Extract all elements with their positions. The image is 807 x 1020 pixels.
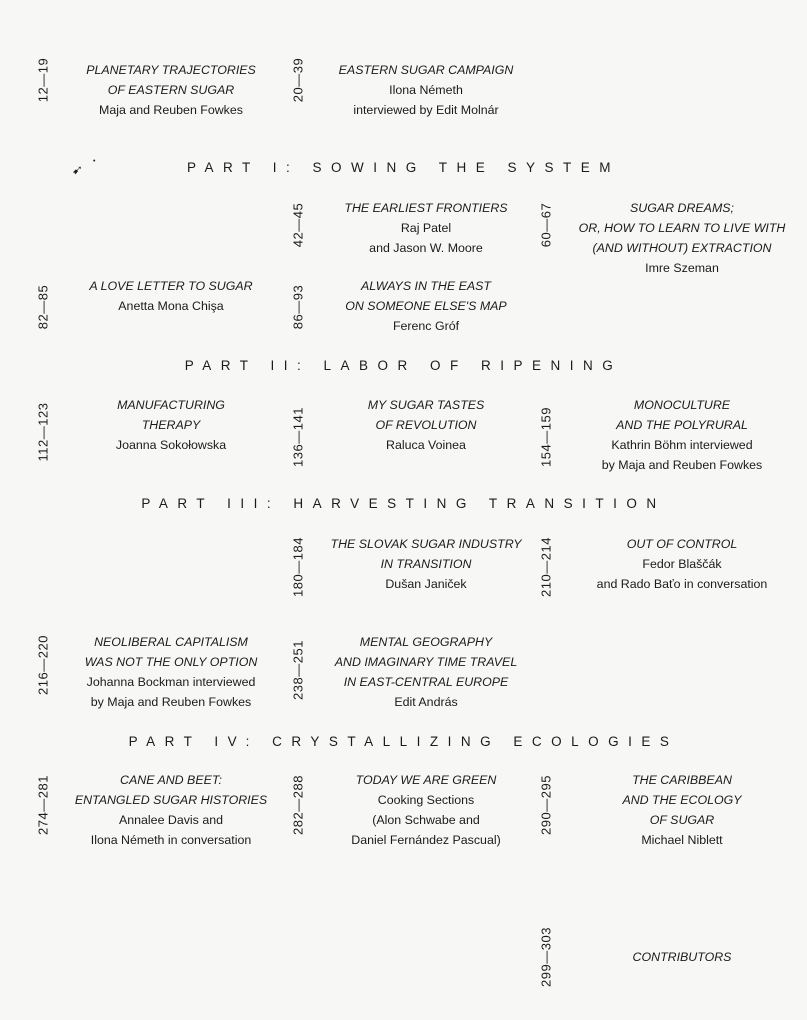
page-range: 20—39 — [290, 57, 306, 103]
entry-title-line: THE CARIBBEAN — [632, 773, 732, 787]
entry-author-line: and Rado Baťo in conversation — [596, 577, 768, 591]
entry-author-line: Anetta Mona Chişa — [118, 299, 224, 313]
entry-title-line: TODAY WE ARE GREEN — [355, 773, 497, 787]
page-range: 136—141 — [290, 407, 306, 467]
entry-title-line: OR, HOW TO LEARN TO LIVE WITH — [578, 221, 786, 235]
entry-title-line: AND THE ECOLOGY — [622, 793, 742, 807]
entry-title-line: ALWAYS IN THE EAST — [361, 279, 491, 293]
entry-author-line: by Maja and Reuben Fowkes — [601, 458, 763, 472]
entry-author-line: Raj Patel — [400, 221, 452, 235]
entry-title-line: THE EARLIEST FRONTIERS — [344, 201, 508, 215]
toc-entry[interactable] — [311, 198, 541, 258]
entry-title-line: IN EAST-CENTRAL EUROPE — [343, 675, 509, 689]
toc-entry[interactable] — [567, 395, 797, 475]
entry-author-line: Edit András — [394, 695, 458, 709]
entry-author-line: Cooking Sections — [377, 793, 475, 807]
toc-entry[interactable] — [311, 770, 541, 850]
entry-title-line: THE SLOVAK SUGAR INDUSTRY — [330, 537, 522, 551]
page-range: 299—303 — [538, 927, 554, 987]
entry-author-line: and Jason W. Moore — [369, 241, 483, 255]
entry-title-line: OUT OF CONTROL — [626, 537, 738, 551]
entry-author-line: by Maja and Reuben Fowkes — [90, 695, 252, 709]
entry-title-line: THERAPY — [141, 418, 201, 432]
entry-title-line: MENTAL GEOGRAPHY — [359, 635, 493, 649]
entry-author-line: Fedor Blaščák — [642, 557, 722, 571]
entry-title-line: AND IMAGINARY TIME TRAVEL — [334, 655, 518, 669]
entry-title-line: CONTRIBUTORS — [632, 950, 732, 964]
page-range: 42—45 — [290, 202, 306, 248]
entry-title-line: EASTERN SUGAR CAMPAIGN — [338, 63, 514, 77]
page-range: 274—281 — [35, 775, 51, 835]
toc-entry[interactable] — [311, 60, 541, 120]
entry-author-line: interviewed by Edit Molnár — [353, 103, 499, 117]
entry-title-line: IN TRANSITION — [380, 557, 472, 571]
entry-author-line: Raluca Voinea — [386, 438, 466, 452]
toc-entry[interactable] — [311, 632, 541, 712]
part-heading-3: PART III: HARVESTING TRANSITION — [141, 496, 666, 511]
page-range: 60—67 — [538, 202, 554, 248]
entry-title-line: OF SUGAR — [649, 813, 715, 827]
entry-author-line: Dušan Janiček — [385, 577, 467, 591]
entry-author-line: Annalee Davis and — [118, 813, 223, 827]
part-heading-4: PART IV: CRYSTALLIZING ECOLOGIES — [128, 734, 679, 749]
entry-title-line: MY SUGAR TASTES — [367, 398, 485, 412]
entry-title-line: MANUFACTURING — [117, 398, 225, 412]
entry-author-line: Michael Niblett — [641, 833, 723, 847]
entry-title-line: OF REVOLUTION — [375, 418, 477, 432]
entry-author-line: Ilona Németh — [389, 83, 463, 97]
page-range: 112—123 — [35, 402, 51, 462]
toc-entry[interactable] — [567, 770, 797, 850]
entry-title-line: ENTANGLED SUGAR HISTORIES — [74, 793, 268, 807]
entry-title-line: WAS NOT THE ONLY OPTION — [84, 655, 258, 669]
entry-title-line: AND THE POLYRURAL — [616, 418, 748, 432]
toc-entry[interactable] — [567, 534, 797, 594]
page-range: 210—214 — [538, 537, 554, 597]
entry-author-line: Ilona Németh in conversation — [90, 833, 252, 847]
page-range: 86—93 — [290, 284, 306, 330]
page-range: 82—85 — [35, 284, 51, 330]
toc-entry[interactable] — [66, 60, 276, 120]
entry-title-line: SUGAR DREAMS; — [630, 201, 734, 215]
page-range: 290—295 — [538, 775, 554, 835]
entry-author-line: Johanna Bockman interviewed — [86, 675, 256, 689]
entry-title-line: MONOCULTURE — [633, 398, 731, 412]
entry-author-line: Maja and Reuben Fowkes — [99, 103, 243, 117]
page-range: 180—184 — [290, 537, 306, 597]
page-range: 154—159 — [538, 407, 554, 467]
page-range: 12—19 — [35, 57, 51, 103]
entry-title-line: CANE AND BEET: — [120, 773, 222, 787]
toc-entry[interactable] — [567, 198, 797, 278]
entry-author-line: Imre Szeman — [645, 261, 719, 275]
entry-author-line: Daniel Fernández Pascual) — [351, 833, 501, 847]
entry-title-line: ON SOMEONE ELSE'S MAP — [345, 299, 507, 313]
entry-author-line: Kathrin Böhm interviewed — [611, 438, 753, 452]
toc-entry[interactable] — [66, 632, 276, 712]
toc-entry[interactable] — [66, 395, 276, 455]
stray-mark-icon: ➹ — [72, 162, 83, 177]
entry-author-line: Ferenc Gróf — [392, 319, 460, 333]
entry-title-line: (AND WITHOUT) EXTRACTION — [592, 241, 772, 255]
entry-author-line: (Alon Schwabe and — [372, 813, 480, 827]
toc-entry[interactable] — [311, 395, 541, 455]
page-range: 216—220 — [35, 635, 51, 695]
toc-entry[interactable] — [311, 276, 541, 336]
toc-entry[interactable] — [567, 947, 797, 967]
entry-title-line: NEOLIBERAL CAPITALISM — [94, 635, 248, 649]
stray-dot-icon: • — [93, 158, 96, 165]
page-range: 282—288 — [290, 775, 306, 835]
entry-author-line: Joanna Sokołowska — [115, 438, 227, 452]
toc-entry[interactable] — [311, 534, 541, 594]
toc-entry[interactable] — [66, 770, 276, 850]
entry-title-line: A LOVE LETTER TO SUGAR — [89, 279, 253, 293]
entry-title-line: OF EASTERN SUGAR — [107, 83, 235, 97]
part-heading-2: PART II: LABOR OF RIPENING — [184, 358, 623, 373]
part-heading-1: PART I: SOWING THE SYSTEM — [186, 160, 621, 175]
toc-entry[interactable] — [66, 276, 276, 316]
page-range: 238—251 — [290, 640, 306, 700]
entry-title-line: PLANETARY TRAJECTORIES — [86, 63, 256, 77]
